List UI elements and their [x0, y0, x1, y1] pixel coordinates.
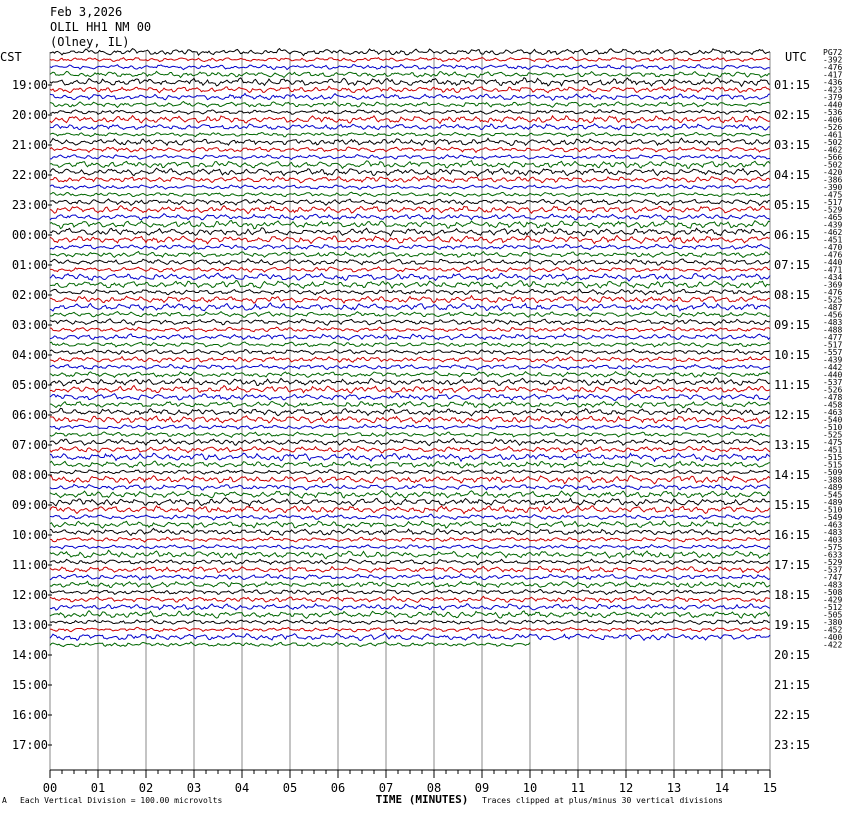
trace-offset-label: -392	[823, 55, 843, 65]
trace-offset-label: -379	[823, 93, 843, 102]
trace-offset-label: -475	[823, 190, 843, 200]
trace-offset-label: -403	[823, 535, 843, 545]
trace-offset-labels	[823, 48, 842, 650]
trace-offset-label: -489	[823, 483, 843, 492]
trace-offset-label: -451	[823, 235, 843, 245]
trace-offset-label: -462	[823, 145, 843, 155]
left-hour-label: 23:00	[11, 198, 48, 212]
x-tick-label: 13	[666, 781, 682, 795]
left-hour-label: 20:00	[11, 108, 48, 122]
trace-offset-label: -487	[823, 303, 843, 312]
trace-offset-label: -517	[823, 198, 843, 207]
left-hour-label: 16:00	[11, 708, 48, 722]
left-hour-labels	[12, 78, 52, 752]
trace-offset-label: -436	[823, 78, 843, 87]
left-hour-label: 05:00	[11, 378, 48, 392]
right-hour-label: 09:15	[774, 318, 811, 332]
right-hour-label: 02:15	[774, 108, 811, 122]
trace-offset-label: -502	[823, 138, 843, 147]
trace-offset-label: -429	[823, 595, 843, 605]
trace-offset-label: -400	[823, 633, 843, 642]
right-hour-label: 04:15	[774, 168, 811, 182]
trace-offset-label: -540	[823, 415, 843, 425]
x-tick-label: 05	[282, 781, 298, 795]
trace-offset-label: -442	[823, 363, 843, 372]
trace-offset-label: -440	[823, 258, 843, 267]
trace-offset-label: -476	[823, 288, 843, 297]
trace-offset-label: -417	[823, 70, 843, 80]
left-hour-label: 22:00	[11, 168, 48, 182]
trace-offset-label: -526	[823, 385, 843, 395]
trace-offset-label: -420	[823, 168, 843, 177]
left-timezone: CST	[0, 50, 22, 64]
trace-offset-label: -549	[823, 513, 843, 522]
left-hour-label: 15:00	[11, 678, 48, 692]
trace-offset-label: -505	[823, 610, 843, 620]
x-tick-label: 14	[714, 781, 730, 795]
trace-offset-label: -529	[823, 558, 843, 567]
footer-scale-note: Each Vertical Division = 100.00 microvolts	[20, 796, 223, 805]
x-tick-label: 15	[762, 781, 778, 795]
trace-offset-label: -439	[823, 355, 843, 365]
left-hour-label: 13:00	[11, 618, 48, 632]
trace-offset-label: -471	[823, 265, 843, 275]
trace-offset-label: -461	[823, 130, 843, 140]
left-hour-label: 06:00	[11, 408, 48, 422]
trace-offset-label: -452	[823, 625, 843, 635]
left-hour-label: 09:00	[11, 498, 48, 512]
x-axis-title: TIME (MINUTES)	[375, 793, 469, 806]
left-hour-label: 03:00	[11, 318, 48, 332]
trace-offset-label: -463	[823, 520, 843, 530]
right-hour-label: 05:15	[774, 198, 811, 212]
left-hour-label: 02:00	[11, 288, 48, 302]
trace-offset-label: -526	[823, 123, 843, 132]
right-hour-label: 21:15	[774, 678, 811, 692]
trace-offset-label: -462	[823, 228, 843, 237]
trace-offset-label: -512	[823, 603, 843, 612]
corner-mark: A	[2, 796, 7, 805]
trace-offset-label: -440	[823, 100, 843, 110]
trace-offset-label: -470	[823, 243, 843, 252]
trace-offset-label: -488	[823, 325, 843, 335]
trace-offset-label: -509	[823, 468, 843, 477]
trace-offset-label: -483	[823, 580, 843, 590]
left-hour-label: 21:00	[11, 138, 48, 152]
right-hour-label: 18:15	[774, 588, 811, 602]
trace-offset-label: -451	[823, 445, 843, 455]
x-tick-label: 12	[618, 781, 634, 795]
left-hour-label: 19:00	[11, 78, 48, 92]
right-hour-label: 01:15	[774, 78, 811, 92]
right-hour-label: 22:15	[774, 708, 811, 722]
right-hour-label: 14:15	[774, 468, 811, 482]
trace-offset-label: -423	[823, 85, 843, 95]
trace-offset-label: -515	[823, 453, 843, 462]
left-hour-label: 17:00	[11, 738, 48, 752]
right-hour-label: 20:15	[774, 648, 811, 662]
left-hour-label: 08:00	[11, 468, 48, 482]
right-hour-label: 12:15	[774, 408, 811, 422]
trace-offset-label: -536	[823, 108, 843, 117]
left-hour-label: 04:00	[11, 348, 48, 362]
trace-offset-label: -483	[823, 318, 843, 327]
trace-offset-label: -380	[823, 618, 843, 627]
trace-offset-label: -390	[823, 183, 843, 192]
header-date: Feb 3,2026	[50, 5, 123, 19]
trace-offset-label: -502	[823, 160, 843, 170]
x-tick-label: 04	[234, 781, 250, 795]
trace-offset-label: -508	[823, 588, 843, 597]
right-hour-label: 16:15	[774, 528, 811, 542]
trace-offset-label: -510	[823, 423, 843, 432]
right-hour-label: 03:15	[774, 138, 811, 152]
trace-offset-label: -517	[823, 340, 843, 350]
trace-offset-label: -386	[823, 175, 843, 185]
header-location: (Olney, IL)	[50, 35, 130, 49]
right-hour-labels	[774, 78, 810, 752]
trace-offset-label: PG72	[823, 48, 843, 57]
trace-offset-label: -434	[823, 273, 843, 282]
trace-offset-label: -489	[823, 498, 843, 507]
header-station: OLIL HH1 NM 00	[50, 20, 152, 34]
trace-offset-label: -477	[823, 333, 843, 342]
trace-offset-label: -747	[823, 573, 843, 582]
right-hour-label: 06:15	[774, 228, 811, 242]
footer-clip-note: Traces clipped at plus/minus 30 vertical divisions	[482, 796, 723, 805]
right-hour-label: 17:15	[774, 558, 811, 572]
trace-offset-label: -557	[823, 348, 843, 357]
trace-offset-label: -440	[823, 370, 843, 380]
trace-offset-label: -439	[823, 220, 843, 230]
trace-offset-label: -566	[823, 153, 843, 162]
trace-offset-label: -537	[823, 565, 843, 575]
trace-offset-label: -525	[823, 295, 843, 305]
trace-offset-label: -510	[823, 505, 843, 515]
x-tick-label: 08	[426, 781, 442, 795]
x-tick-label: 07	[378, 781, 394, 795]
x-tick-label: 01	[90, 781, 106, 795]
left-hour-label: 07:00	[11, 438, 48, 452]
trace-offset-label: -537	[823, 378, 843, 387]
trace-offset-label: -369	[823, 280, 843, 290]
right-hour-label: 23:15	[774, 738, 811, 752]
right-hour-label: 15:15	[774, 498, 811, 512]
x-tick-label: 03	[186, 781, 202, 795]
trace-offset-label: -483	[823, 528, 843, 537]
trace-offset-label: -388	[823, 475, 843, 485]
left-hour-label: 10:00	[11, 528, 48, 542]
trace-offset-label: -422	[823, 640, 843, 650]
trace-offset-label: -406	[823, 115, 843, 125]
trace-offset-label: -525	[823, 430, 843, 440]
x-tick-label: 10	[522, 781, 538, 795]
trace-offset-label: -515	[823, 460, 843, 470]
left-hour-label: 12:00	[11, 588, 48, 602]
right-hour-label: 11:15	[774, 378, 811, 392]
left-hour-label: 00:00	[11, 228, 48, 242]
trace-offset-label: -529	[823, 205, 843, 215]
x-tick-label: 06	[330, 781, 346, 795]
trace-offset-label: -458	[823, 400, 843, 410]
x-tick-label: 09	[474, 781, 490, 795]
right-hour-label: 10:15	[774, 348, 811, 362]
right-hour-label: 19:15	[774, 618, 811, 632]
x-tick-label: 11	[570, 781, 586, 795]
left-hour-label: 11:00	[11, 558, 48, 572]
trace-offset-label: -478	[823, 393, 843, 402]
trace-offset-label: -465	[823, 213, 843, 222]
trace-offset-label: -456	[823, 310, 843, 320]
left-hour-label: 14:00	[11, 648, 48, 662]
trace-offset-label: -545	[823, 490, 843, 500]
right-hour-label: 13:15	[774, 438, 811, 452]
trace-offset-label: -633	[823, 550, 843, 560]
right-hour-label: 08:15	[774, 288, 811, 302]
right-timezone: UTC	[785, 50, 807, 64]
trace-offset-label: -575	[823, 543, 843, 552]
x-tick-label: 02	[138, 781, 154, 795]
trace-offset-label: -476	[823, 250, 843, 260]
trace-offset-label: -475	[823, 438, 843, 447]
trace-offset-label: -463	[823, 408, 843, 417]
right-hour-label: 07:15	[774, 258, 811, 272]
left-hour-label: 01:00	[11, 258, 48, 272]
x-tick-label: 00	[42, 781, 58, 795]
trace-offset-label: -476	[823, 63, 843, 72]
